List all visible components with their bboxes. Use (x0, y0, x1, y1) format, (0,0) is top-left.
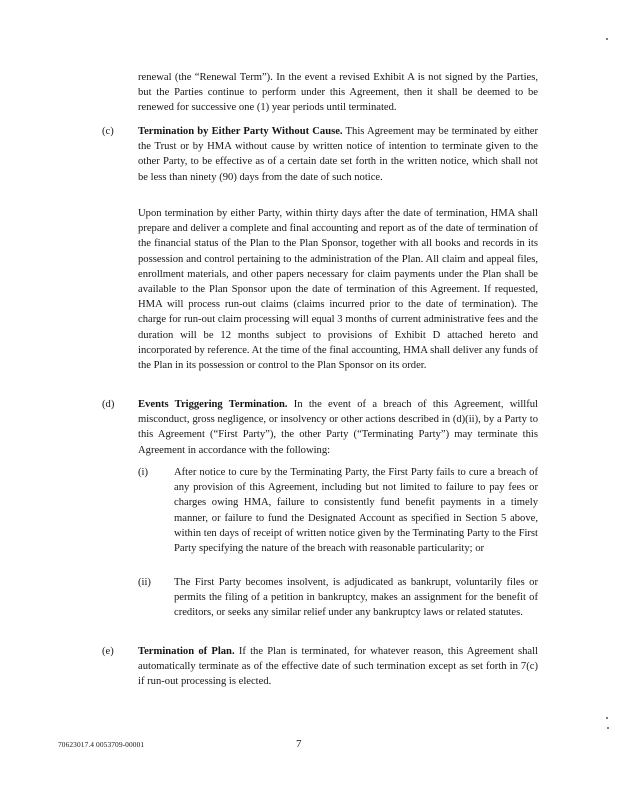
section-c-heading: Termination by Either Party Without Cause. (138, 126, 343, 137)
section-e-body: If the Plan is terminated, for whatever reason, this Agreement shall automatically terminate as of the effective date of such termination except as set forth in 7(c) if run-out processing is elected. (138, 646, 538, 688)
scan-speck (607, 727, 609, 729)
section-e-paragraph (138, 644, 538, 690)
section-d-body: In the event of a breach of this Agreement, willful misconduct, gross negligence, or insolvency or other actions described in (d)(ii), by a Party to this Agreement (“First Party”), the other Party (“Terminating Party”) may terminate this Agreement in accordance with the following: (138, 399, 539, 456)
section-c-marker: (c) (102, 126, 114, 137)
section-e-marker: (e) (102, 646, 114, 657)
renewal-paragraph: renewal (the “Renewal Term”). In the event a revised Exhibit A is not signed by the Parties, but the Parties continue to perform under this Agreement, then it shall be deemed to be renewed for successive one (1) year periods until terminated. (138, 72, 538, 114)
scan-speck (606, 717, 608, 719)
item-ii-marker: (ii) (138, 577, 151, 588)
section-d-paragraph (138, 397, 538, 458)
scan-speck (606, 38, 608, 40)
section-d-heading: Events Triggering Termination. (138, 399, 288, 410)
item-i-text: After notice to cure by the Terminating Party, the First Party fails to cure a breach of any provision of this Agreement, including but not limited to failure to pay fees or charges owing HMA, failure to consistently fund benefit payments in a timely manner, or failure to fund the Designated Account as specified in Section 5 above, within ten days of receipt of written notice given by the Terminating Party to the First Party specifying the nature of the breach with reasonable particularity; or (174, 467, 538, 555)
footer-document-id: 70623017.4 0053709-00001 (58, 740, 145, 749)
item-i-marker: (i) (138, 467, 148, 478)
page-number: 7 (296, 738, 302, 750)
section-c-paragraph-2: Upon termination by either Party, within thirty days after the date of termination, HMA shall prepare and deliver a complete and final accounting and report as of the date of termination of the financial status of the Plan to the Plan Sponsor, together with all books and records in its possession and control pertaining to the administration of the Plan. All claim and appeal files, enrollment materials, and other papers necessary for claim payments under the Plan shall be available to the Plan Sponsor upon the date of termination of this Agreement. If requested, HMA will process run-out claims (claims incurred prior to the date of termination). The charge for run-out claim processing will equal 3 months of current administrative fees and the duration will be 12 months subject to provisions of Exhibit D attached hereto and incorporated by reference. At the time of the final accounting, HMA shall deliver any funds of the Plan in its possession or control to the Plan Sponsor on its order. (138, 208, 538, 372)
section-d-marker: (d) (102, 399, 115, 410)
section-c-body: This Agreement may be terminated by either the Trust or by HMA without cause by written notice of intention to terminate given to the other Party, to be effective as of a certain date set forth in the written notice, which shall not be less than ninety (90) days from the date of such notice. (138, 126, 538, 183)
section-c-paragraph (138, 124, 538, 185)
section-e-heading: Termination of Plan. (138, 646, 235, 657)
item-ii-text: The First Party becomes insolvent, is adjudicated as bankrupt, voluntarily files or permits the filing of a petition in bankruptcy, makes an assignment for the benefit of creditors, or seeks any similar relief under any bankruptcy laws or related statutes. (174, 577, 538, 619)
